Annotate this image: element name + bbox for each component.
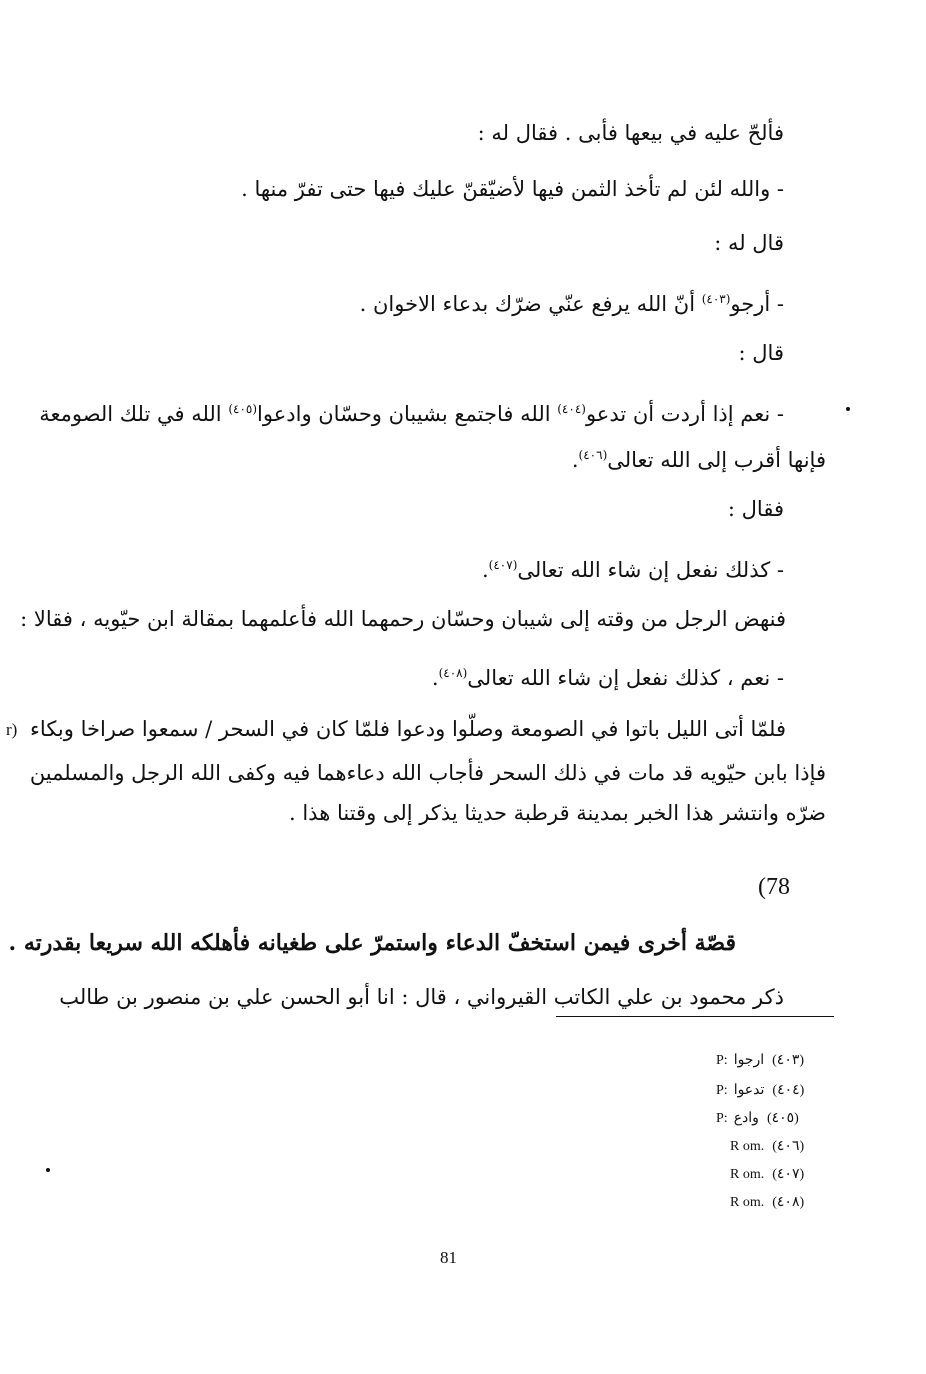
footnote — [716, 1110, 799, 1128]
text-segment: . — [571, 448, 579, 472]
text-line-5: قال : — [738, 341, 784, 365]
footnote-ref: R om. — [730, 1195, 765, 1210]
text-segment: الله في تلك الصومعة — [39, 402, 229, 426]
footnote — [716, 1052, 804, 1070]
text-segment: - كذلك نفعل إن شاء الله تعالى — [517, 558, 784, 582]
footnote-ref: R om. — [730, 1167, 765, 1182]
footnote-number: (٤٠٨) — [772, 1195, 805, 1210]
section-first-line: ذكر محمود بن علي الكاتب القيرواني ، قال : انا أبو الحسن علي بن منصور بن طالب — [59, 985, 784, 1009]
page-number: 81 — [440, 1248, 457, 1267]
text-line-4 — [360, 284, 784, 319]
footnote-ref-407: (٤٠٧) — [488, 558, 518, 572]
text-line-9 — [482, 550, 784, 585]
footnote-text: وادع — [733, 1111, 759, 1126]
footnote-ref-404: (٤٠٤) — [557, 402, 586, 416]
footnote-ref: P: — [716, 1083, 728, 1098]
footnote-ref: P: — [716, 1111, 728, 1126]
footnote-ref-405: (٤٠٥) — [228, 402, 258, 416]
speck-mark — [846, 407, 850, 411]
footnote-number: (٤٠٧) — [772, 1167, 805, 1182]
text-line-3: قال له : — [714, 231, 784, 255]
footnote-number: (٤٠٥) — [766, 1111, 799, 1126]
footnote — [730, 1166, 804, 1184]
speck-mark — [46, 1168, 50, 1172]
text-segment: - أرجو — [730, 292, 784, 316]
text-line-7 — [572, 440, 826, 475]
text-line-2: - والله لئن لم تأخذ الثمن فيها لأضيّقنّ عليك فيها حتى تفرّ منها . — [241, 177, 784, 201]
text-line-14: ضرّه وانتشر هذا الخبر بمدينة قرطبة حديثا يذكر إلى وقتنا هذا . — [289, 801, 826, 825]
footnote — [716, 1082, 804, 1100]
text-line-6 — [39, 394, 784, 429]
text-segment: . — [431, 666, 439, 690]
footnote-number: (٤٠٦) — [772, 1139, 805, 1154]
text-line-11 — [432, 658, 784, 693]
section-heading: قصّة أخرى فيمن استخفّ الدعاء واستمرّ على طغيانه فأهلكه الله سريعا بقدرته . — [8, 930, 736, 956]
margin-note: r) — [6, 720, 18, 739]
footnote — [730, 1194, 804, 1212]
text-line-8: فقال : — [727, 497, 784, 521]
footnote-number: (٤٠٤) — [772, 1083, 805, 1098]
text-line-1: فألحّ عليه في بيعها فأبى . فقال له : — [477, 121, 784, 145]
footnote-ref: R om. — [730, 1139, 765, 1154]
text-line-10: فنهض الرجل من وقته إلى شيبان وحسّان رحمهما الله فأعلمهما بمقالة ابن حيّويه ، فقالا : — [20, 607, 786, 631]
footnote-ref: P: — [716, 1053, 728, 1068]
text-line-12: فلمّا أتى الليل باتوا في الصومعة وصلّوا ودعوا فلمّا كان في السحر / سمعوا صراخا وبكاء — [30, 717, 786, 741]
footnote-ref-406: (٤٠٦) — [578, 448, 608, 462]
text-segment: فإنها أقرب إلى الله تعالى — [607, 448, 826, 472]
text-segment: - نعم ، كذلك نفعل إن شاء الله تعالى — [467, 666, 784, 690]
footnote-number: (٤٠٣) — [772, 1053, 805, 1068]
footnote-ref-408: (٤٠٨) — [438, 666, 468, 680]
text-segment: . — [481, 558, 489, 582]
footnote — [730, 1138, 804, 1156]
footnote-ref-403: (٤٠٣) — [701, 292, 731, 306]
text-segment: - نعم إذا أردت أن تدعو — [585, 402, 784, 426]
text-segment: أنّ الله يرفع عنّي ضرّك بدعاء الاخوان . — [359, 292, 702, 316]
footnote-separator — [556, 1016, 834, 1017]
text-segment: الله فاجتمع بشيبان وحسّان وادعوا — [257, 402, 558, 426]
footnote-text: تدعوا — [733, 1083, 765, 1098]
text-line-13: فإذا بابن حيّويه قد مات في ذلك السحر فأجاب الله دعاءهما فيه وكفى الله الرجل والمسلمين — [29, 761, 826, 785]
footnote-text: ارجوا — [733, 1053, 765, 1068]
section-number: (78 — [758, 874, 790, 900]
